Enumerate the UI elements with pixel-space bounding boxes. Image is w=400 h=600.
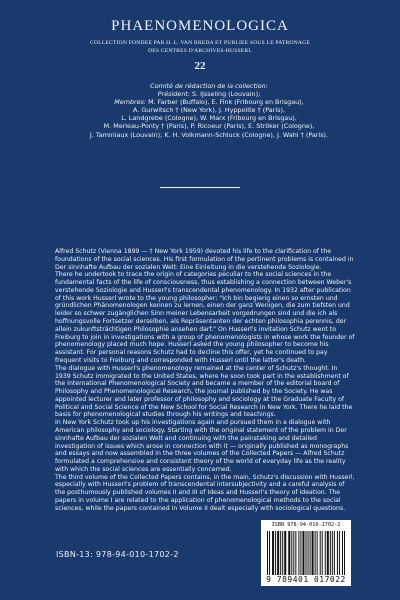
- blurb-paragraph: There he undertook to trace the origin of categories peculiar to the social sciences in the fundamental facts of the life of consciousness, thus establishing a connection between Weber's verstehende Soziologie and Husserl's transcendental phenomenology. In 1932 after publication of this work Husserl wrote to the young philosopher: "Ich bin begierig einen so ernsten und gründlichen Phänomenologen kennen zu lernen, einen der ganz Wenigen, die zum tiefsten und leider so schwer zugänglichen Sinn meiner Lebensarbeit vorgedrungen sind und die ich als hoffnungsvolle Fortsetzer derselben, als Repräsentanten der echten philosophia perennis, der allein zukunftsträchtigen Philosophie ansehen darf." On Husserl's invitation Schutz went to Freiburg to join in investigations with a group of phenomenologists in whose work the founder of phenomenology placed much hope. Husserl asked the young philosopher to become his assistant. For personal reasons Schutz had to decline this offer, yet he continued to pay frequent visits to Freiburg and corresponded with Husserl until the latter's death.: [55, 271, 355, 364]
- series-subtitle-line: COLLECTION FONDEE PAR H. L. VAN BREDA ET PUBLIEE SOUS LE PATRONAGE: [90, 40, 310, 46]
- series-subtitle-line: DES CENTRES D'ARCHIVES-HUSSERL: [148, 48, 252, 54]
- barcode: [261, 520, 351, 586]
- blurb-paragraph: The dialogue with Husserl's phenomenology remained at the center of Schutz's thought. In 1939 Schutz immigrated to the United States, where he soon took part in the establishment of the International Phenomenological Society and became a member of the editorial board of Philosophy and Phenomenological Research, the journal published by the Society. He was appointed lecturer and later professor of philosophy and sociology at the Graduate Faculty of Political and Social Science of the New School for Social Research in New York. There he laid the basis for phenomenological studies through his writings and teachings.: [55, 364, 353, 419]
- president-label: Président:: [157, 90, 190, 99]
- blurb-paragraph: The third volume of the Collected Papers contains, in the main, Schutz's discussion with Husserl, especially with Husserl's problem of transcendental intersubjectivity and a careful analysis of the posthumously published volumes II and III of Ideas and Husserl's theory of ideation. The papers in volume I are related to the application of phenomenological methods to the social sciences, while the papers contained in Volume II dealt especially with sociological questions.: [55, 473, 355, 512]
- member-line: J. Taminiaux (Louvain); K. H. Volkmann-Schluck (Cologne), J. Wahl † (Paris).: [89, 130, 329, 139]
- member-line: A. Gurwitsch † (New York), J. Hyppolite † (Paris),: [133, 106, 285, 115]
- series-title: PHAENOMENOLOGICA: [111, 18, 289, 34]
- blurb-paragraph: In New York Schutz took up his investigations again and pursued them in a dialogue with American philosophy and sociology. Starting with the original statement of the problem in Der sinnhafte Aufbau der sozialen Welt and continuing with the painstaking and detailed investigation of issues which arose in connection with it — originally published as monographs and essays and now assembled in the three volumes of the Collected Papers — Alfred Schutz formulated a comprehensive and consistent theory of the world of everyday life as the reality with which the social sciences are essentially concerned.: [55, 419, 349, 473]
- blurb: [55, 248, 355, 513]
- member-line: M. Farber (Buffalo), E. Fink (Fribourg en Brisgau),: [148, 98, 304, 107]
- members-label: Membres:: [114, 98, 147, 107]
- member-line: M. Merleau-Ponty † (Paris), P. Ricoeur (Paris), E. Ströker (Cologne),: [103, 122, 315, 131]
- member-line: L. Landgrebe (Cologne), W. Marx (Fribourg en Brisgau),: [121, 114, 297, 123]
- volume-number: 22: [194, 60, 206, 72]
- president-name: S. IJsseling (Louvain);: [192, 90, 261, 99]
- series-subtitle: [30, 39, 370, 55]
- barcode-digits: 9 789401 017022: [266, 575, 346, 584]
- editorial-committee: [44, 82, 374, 139]
- divider-rule: [160, 187, 240, 188]
- isbn-label: ISBN-13: 978-94-010-1702-2: [56, 550, 179, 559]
- committee-heading: Comité de rédaction de la collection:: [150, 82, 268, 90]
- blurb-paragraph: Alfred Schutz (Vienna 1899 — † New York 1959) devoted his life to the clarification of the foundations of the social sciences. His first formulation of the pertinent problems is contained in Der sinnhafte Aufbau der sozialen Welt: Eine Einleitung in die verstehende Soziologie.: [55, 248, 354, 271]
- barcode-isbn-header: ISBN 978-94-010-1702-2: [271, 522, 341, 528]
- barcode-bars: [267, 531, 345, 575]
